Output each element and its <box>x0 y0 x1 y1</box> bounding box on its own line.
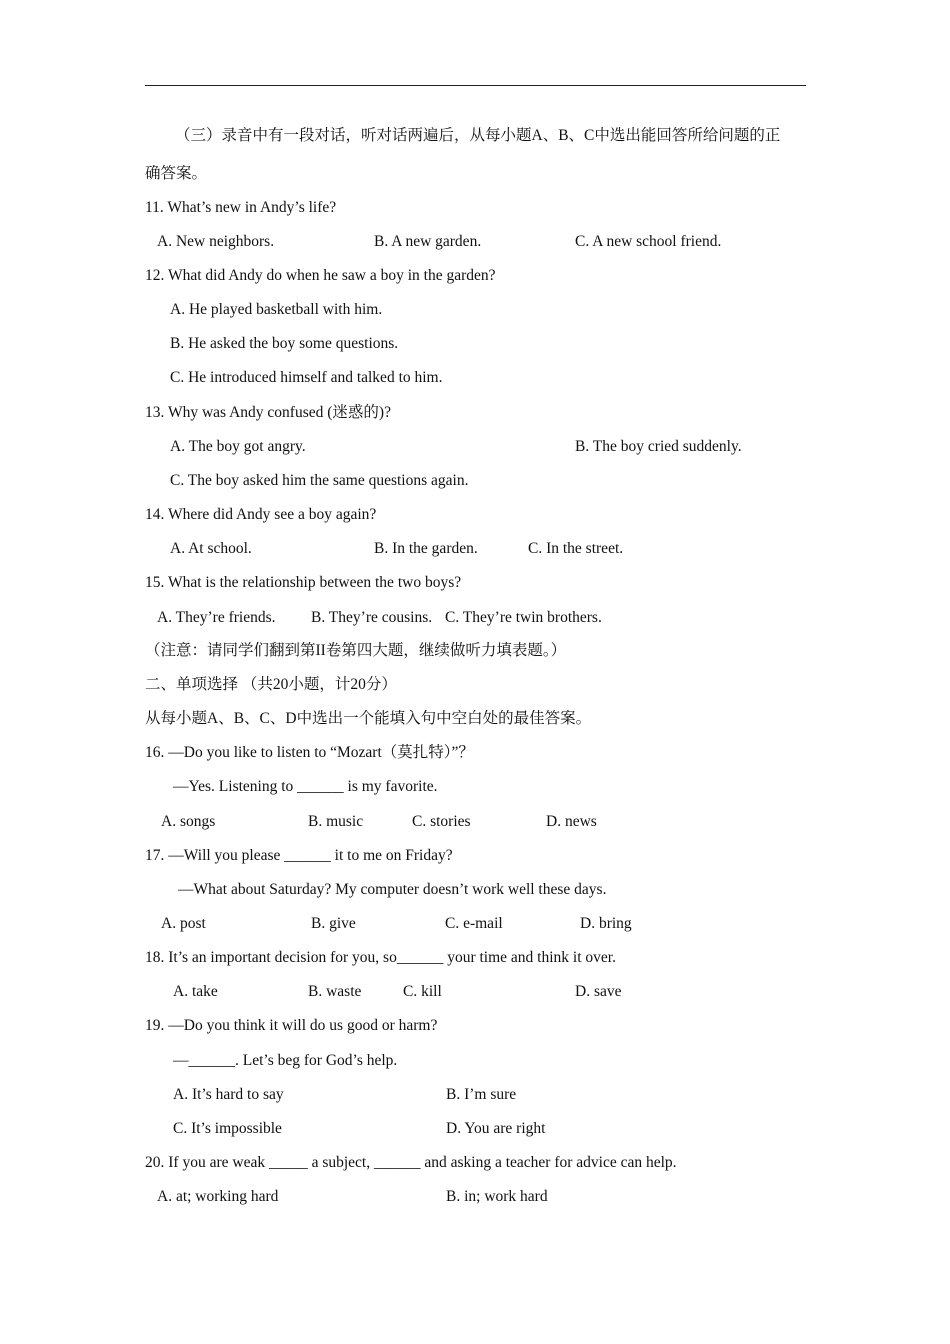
question-18-line1: 18. It’s an important decision for you, so______ your time and think it over. <box>145 949 616 966</box>
question-16-option-c: C. stories <box>412 813 471 830</box>
question-20-option-a: A. at; working hard <box>157 1188 279 1205</box>
question-17-option-b: B. give <box>311 915 356 932</box>
question-19-line2: —______. Let’s beg for God’s help. <box>173 1052 398 1069</box>
listening-note: （注意：请同学们翻到第II卷第四大题，继续做听力填表题。） <box>145 642 567 659</box>
question-17-option-c: C. e-mail <box>445 915 503 932</box>
question-13-option-b: B. The boy cried suddenly. <box>575 438 742 455</box>
question-18-option-a: A. take <box>173 983 218 1000</box>
question-15-option-b: B. They’re cousins. <box>311 609 433 626</box>
question-15-option-a: A. They’re friends. <box>157 609 276 626</box>
section3-instruction: （三）录音中有一段对话，听对话两遍后，从每小题A、B、C中选出能回答所给问题的正 <box>175 127 781 144</box>
section2-heading: 二、单项选择 （共20小题，计20分） <box>145 676 397 693</box>
question-19-option-d: D. You are right <box>446 1120 546 1137</box>
question-14-option-a: A. At school. <box>170 540 252 557</box>
question-13-option-c: C. The boy asked him the same questions again. <box>170 472 469 489</box>
question-18-option-b: B. waste <box>308 983 362 1000</box>
question-16-line1: 16. —Do you like to listen to “Mozart（莫扎特）”？ <box>145 744 474 761</box>
question-17-option-d: D. bring <box>580 915 632 932</box>
question-13-option-a: A. The boy got angry. <box>170 438 306 455</box>
question-12-option-b: B. He asked the boy some questions. <box>170 335 399 352</box>
question-12-stem: 12. What did Andy do when he saw a boy in the garden? <box>145 267 496 284</box>
question-13-stem: 13. Why was Andy confused (迷惑的)? <box>145 404 391 421</box>
question-14-option-b: B. In the garden. <box>374 540 478 557</box>
question-20-option-b: B. in; work hard <box>446 1188 548 1205</box>
section3-instruction-cont: 确答案。 <box>145 165 208 182</box>
question-16-line2: —Yes. Listening to ______ is my favorite. <box>173 778 438 795</box>
question-19-option-b: B. I’m sure <box>446 1086 517 1103</box>
question-12-option-c: C. He introduced himself and talked to him. <box>170 369 443 386</box>
question-19-option-c: C. It’s impossible <box>173 1120 282 1137</box>
question-11-option-b: B. A new garden. <box>374 233 482 250</box>
question-14-option-c: C. In the street. <box>528 540 624 557</box>
header-rule <box>145 85 806 86</box>
question-11-option-a: A. New neighbors. <box>157 233 275 250</box>
question-12-option-a: A. He played basketball with him. <box>170 301 383 318</box>
question-19-line1: 19. —Do you think it will do us good or harm? <box>145 1017 438 1034</box>
question-17-option-a: A. post <box>161 915 206 932</box>
question-20-line1: 20. If you are weak _____ a subject, ______ and asking a teacher for advice can help. <box>145 1154 677 1171</box>
question-18-option-c: C. kill <box>403 983 442 1000</box>
question-19-option-a: A. It’s hard to say <box>173 1086 284 1103</box>
question-11-option-c: C. A new school friend. <box>575 233 722 250</box>
question-17-line2: —What about Saturday? My computer doesn’t work well these days. <box>178 881 607 898</box>
question-16-option-d: D. news <box>546 813 597 830</box>
section2-instruction: 从每小题A、B、C、D中选出一个能填入句中空白处的最佳答案。 <box>145 710 592 727</box>
question-17-line1: 17. —Will you please ______ it to me on Friday? <box>145 847 453 864</box>
question-16-option-a: A. songs <box>161 813 216 830</box>
question-15-option-c: C. They’re twin brothers. <box>445 609 602 626</box>
question-11-stem: 11. What’s new in Andy’s life? <box>145 199 337 216</box>
question-18-option-d: D. save <box>575 983 622 1000</box>
question-16-option-b: B. music <box>308 813 364 830</box>
question-15-stem: 15. What is the relationship between the two boys? <box>145 574 462 591</box>
question-14-stem: 14. Where did Andy see a boy again? <box>145 506 377 523</box>
